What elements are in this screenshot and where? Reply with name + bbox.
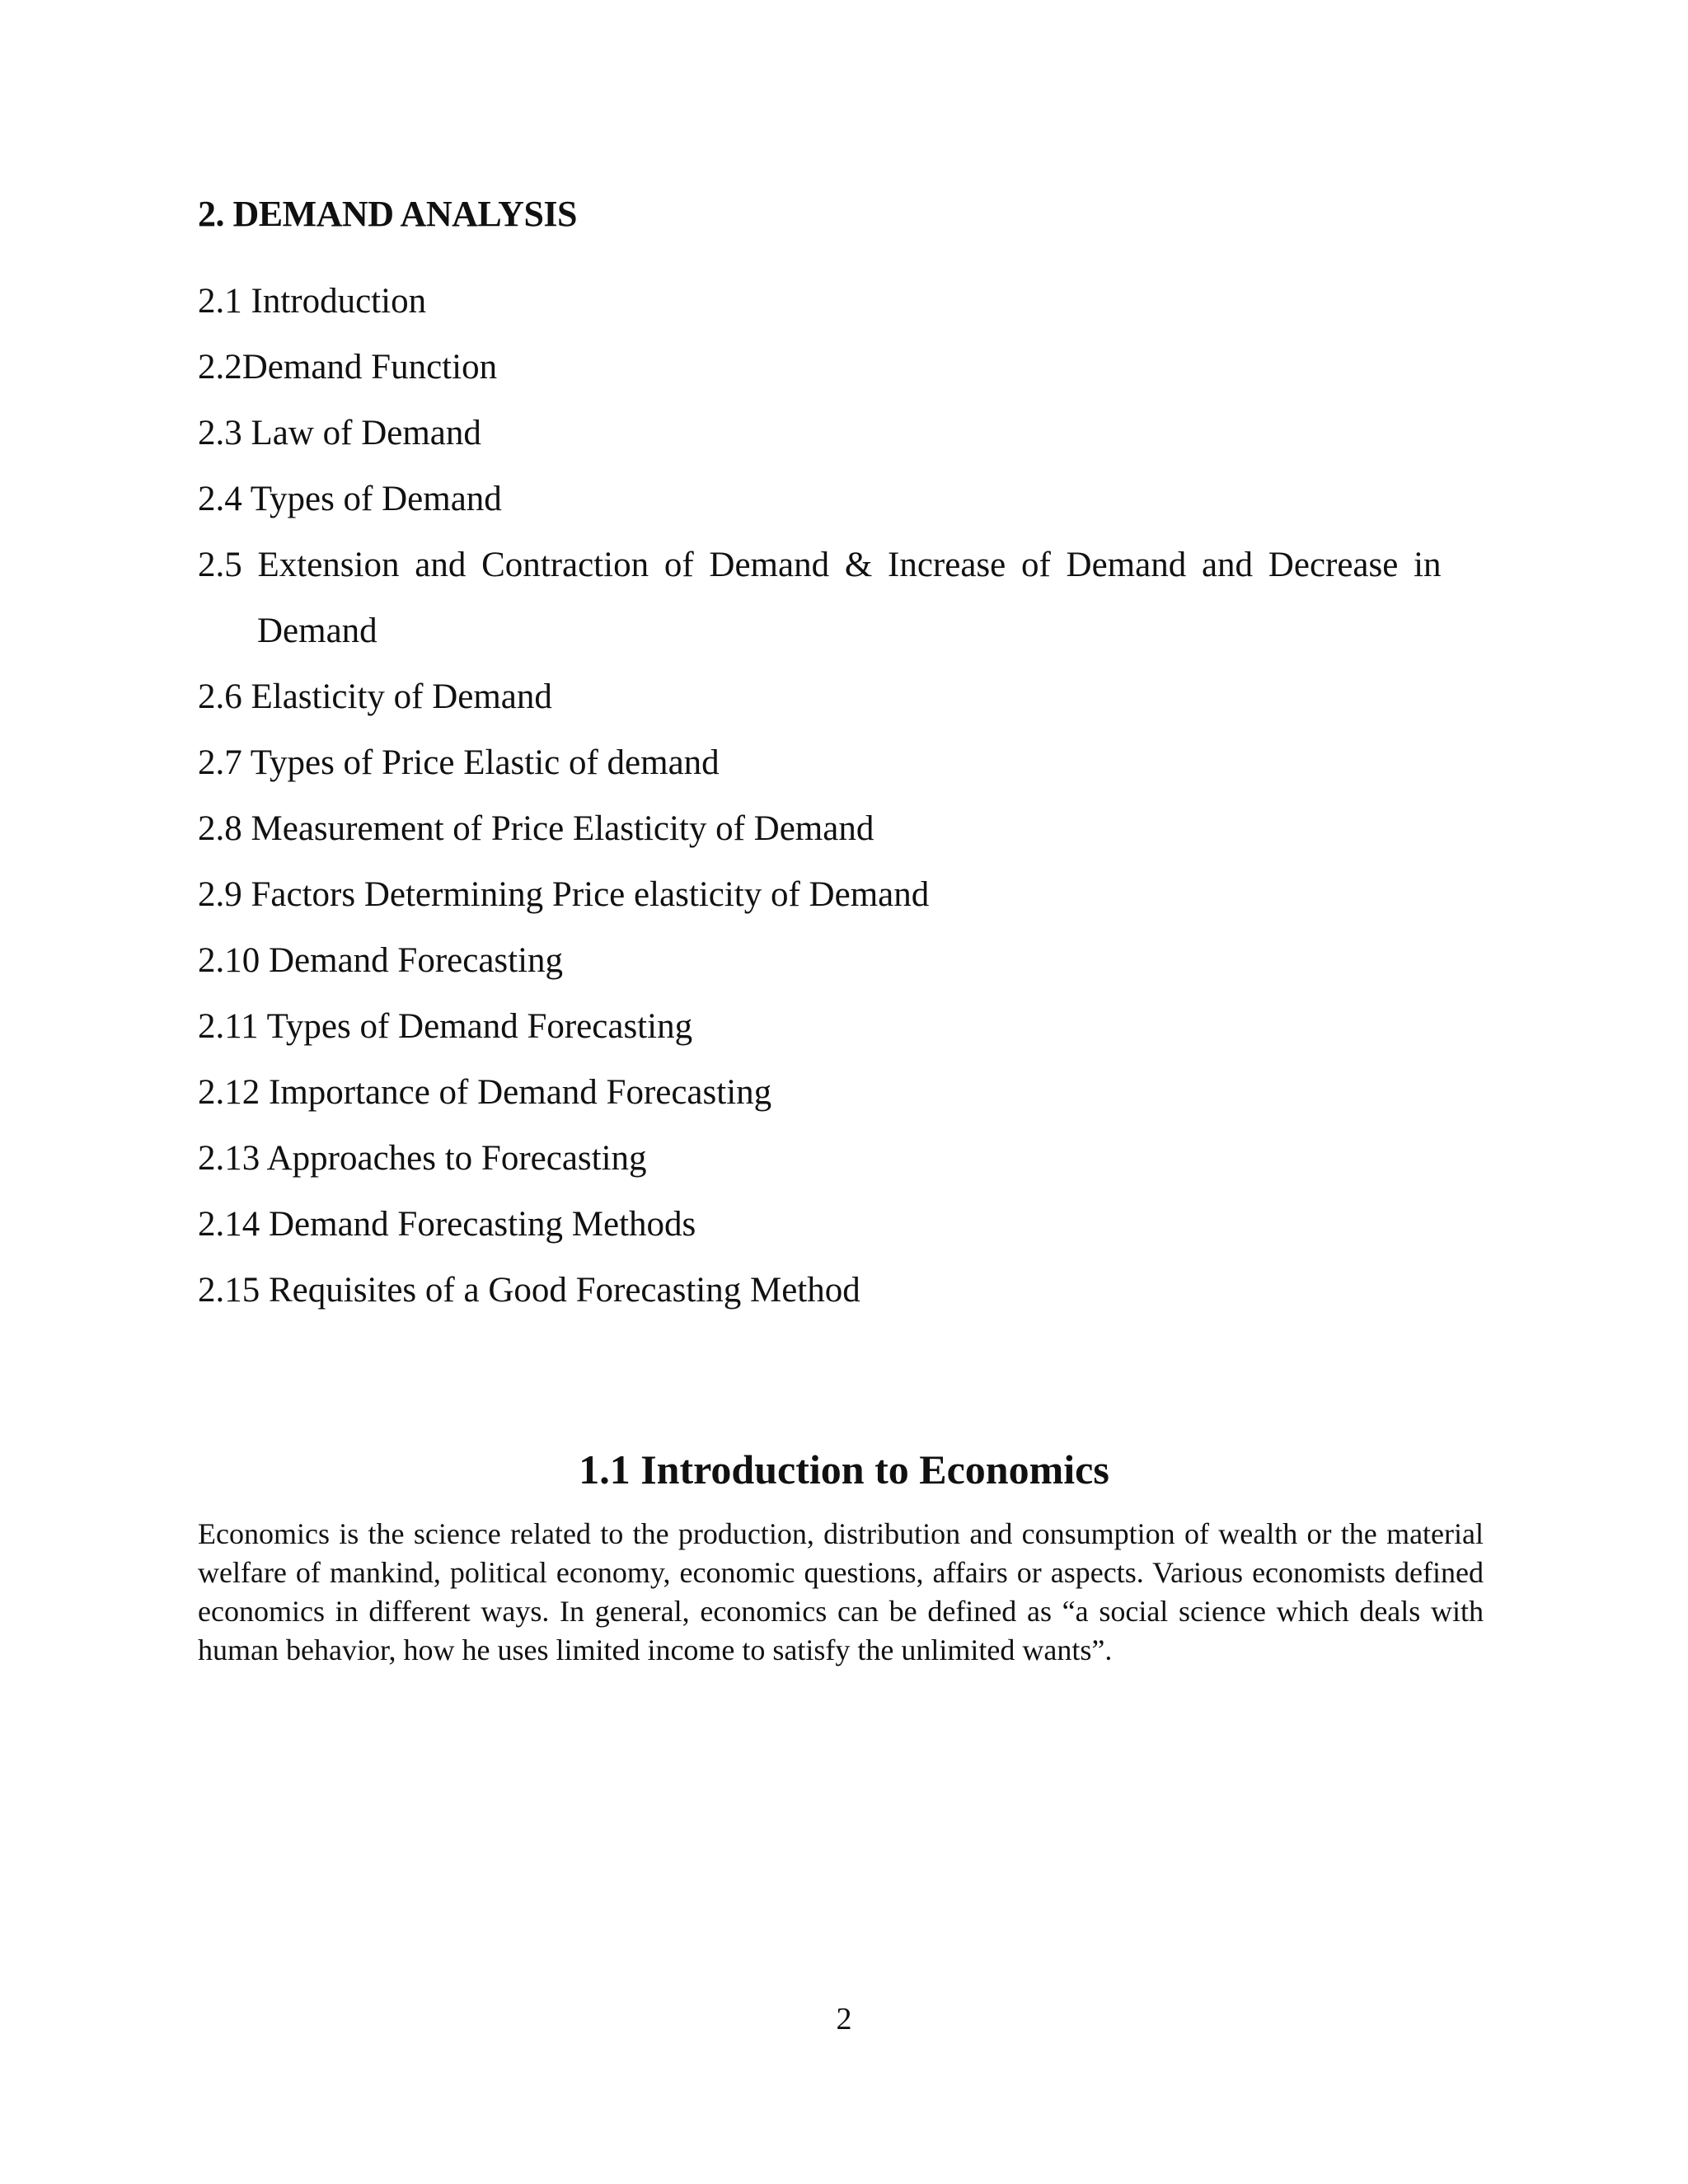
toc-item: 2.10 Demand Forecasting [198, 941, 564, 980]
section-paragraph: Economics is the science related to the production, distribution and consumption of wealth or the material welfare of mankind, political economy, economic questions, affairs or aspects. Various economists defined economics in different ways. In general, economics can be defined as “a social science which deals with human behavior, how he uses limited income to satisfy the unlimited wants”. [198, 1517, 1484, 1666]
toc-item: 2.3 Law of Demand [198, 414, 481, 452]
page-number: 2 [836, 2002, 852, 2036]
toc-item: 2.6 Elasticity of Demand [198, 677, 552, 716]
chapter-title: 2. DEMAND ANALYSIS [198, 194, 578, 234]
toc-item: 2.7 Types of Price Elastic of demand [198, 743, 720, 782]
section-title: 1.1 Introduction to Economics [579, 1446, 1109, 1493]
toc-item: 2.13 Approaches to Forecasting [198, 1139, 647, 1178]
toc-item: 2.14 Demand Forecasting Methods [198, 1205, 696, 1244]
toc-item: 2.2Demand Function [198, 348, 498, 387]
toc-item: 2.5 Extension and Contraction of Demand & Increase of Demand and Decrease in Demand [198, 546, 1442, 650]
toc-item: 2.12 Importance of Demand Forecasting [198, 1073, 772, 1112]
toc-item: 2.11 Types of Demand Forecasting [198, 1007, 693, 1046]
toc-item: 2.1 Introduction [198, 282, 427, 321]
toc-item: 2.8 Measurement of Price Elasticity of Demand [198, 809, 874, 848]
toc-item: 2.9 Factors Determining Price elasticity of Demand [198, 875, 930, 914]
table-of-contents [198, 269, 1484, 1324]
toc-item: 2.15 Requisites of a Good Forecasting Method [198, 1271, 860, 1310]
toc-item: 2.4 Types of Demand [198, 480, 502, 518]
